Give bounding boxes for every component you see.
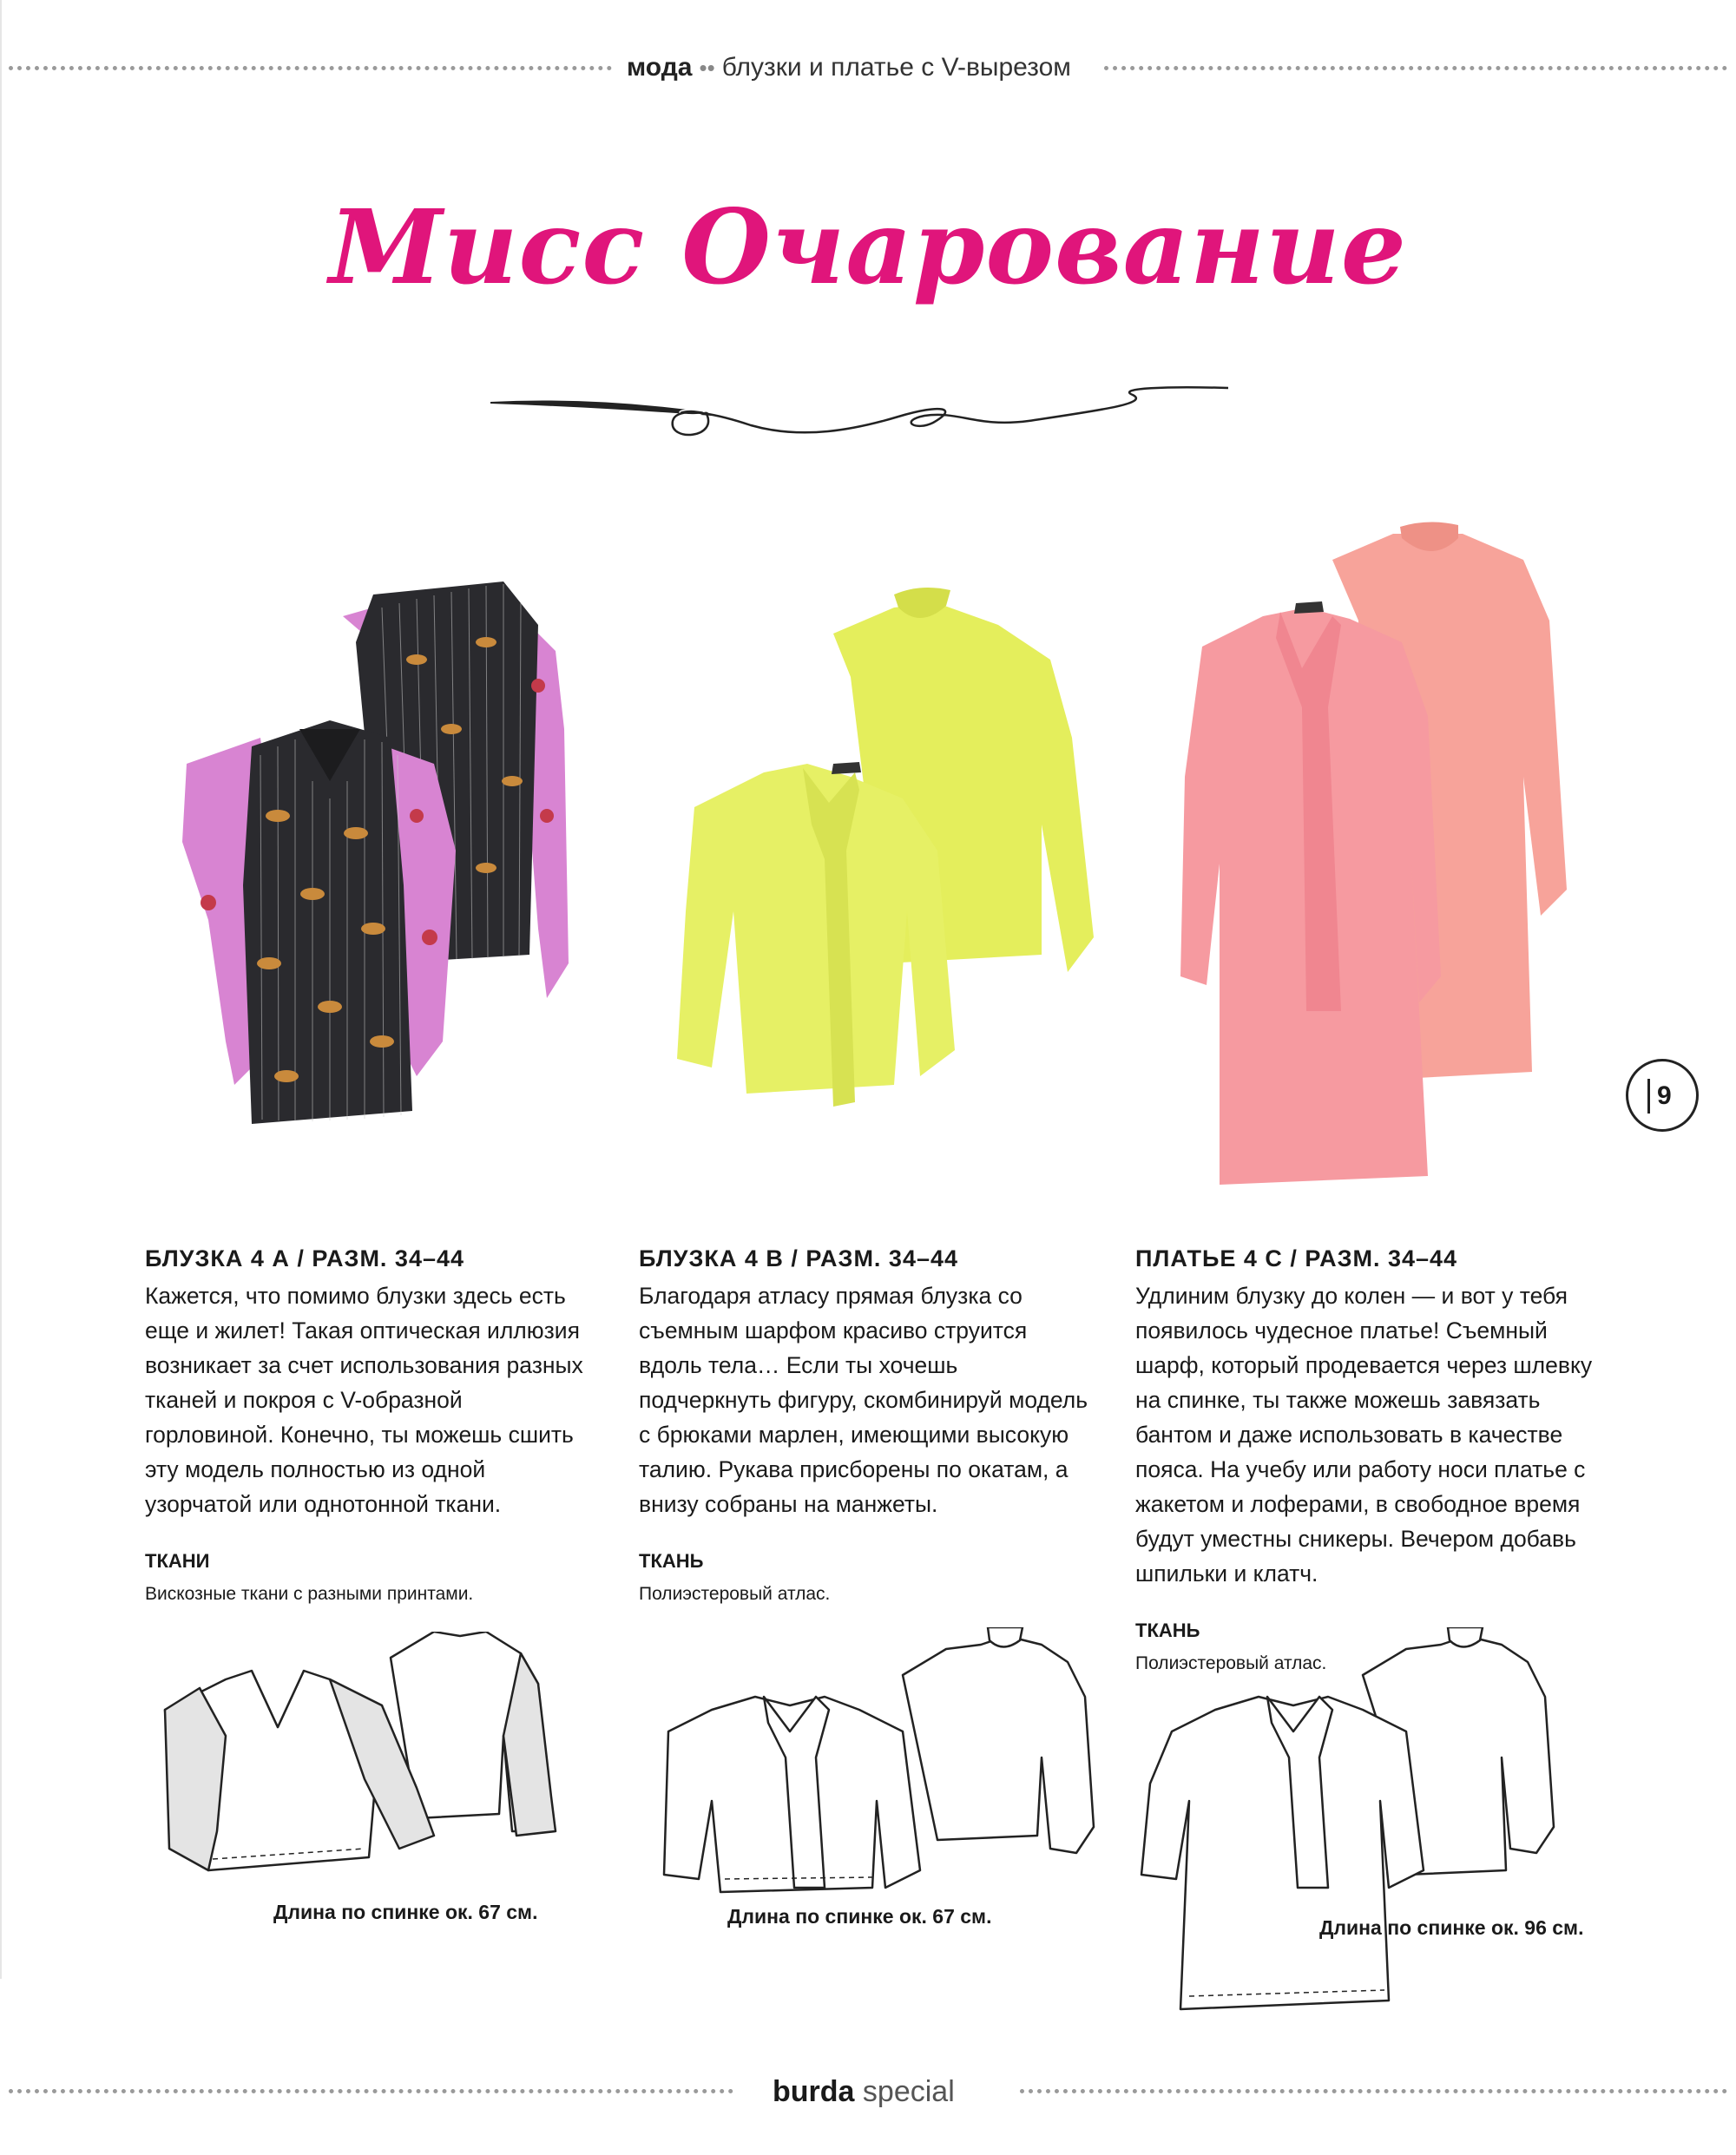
technical-drawing-4c	[1128, 1627, 1649, 2035]
photo-dress-4c	[1167, 516, 1601, 1202]
header-dotted-rule-right	[1104, 66, 1727, 70]
page-footer	[0, 2072, 1736, 2112]
footer-dotted-rule-right	[1020, 2089, 1727, 2093]
fabric-text: Вискозные ткани с разными принтами.	[145, 1584, 474, 1604]
brand-edition: special	[862, 2075, 955, 2108]
breadcrumb-topic: блузки и платье с V-вырезом	[721, 53, 1071, 82]
fabric-text: Полиэстеровый атлас.	[1135, 1653, 1327, 1673]
description-4b	[639, 1244, 1090, 1606]
item-description: Благодаря атласу прямая блузка со съемным шарфом красиво струится вдоль тела… Если ты хочешь подчеркнуть фигуру, скомбинируй модель с брюками марлен, имеющими высокую талию. Рукава присборены по окатам, а внизу собраны на манжеты.	[639, 1283, 1088, 1517]
length-note-4a: Длина по спинке ок. 67 см.	[273, 1901, 538, 1923]
brand-name: burda	[773, 2075, 855, 2108]
footer-dotted-rule-left	[9, 2089, 733, 2093]
description-4a	[145, 1244, 596, 1606]
fabric-heading: ТКАНЬ	[639, 1550, 704, 1572]
item-description: Удлиним блузку до колен — и вот у тебя появилось чудесное платье! Съемный шарф, который продевается через шлевку на спинке, ты также можешь завязать бантом и даже использовать в качестве пояса. На учебу или работу носи платье с жакетом и лоферами, в свободное время будут уместны сникеры. Вечером добавь шпильки и клатч.	[1135, 1283, 1593, 1587]
page-number-badge	[1626, 1059, 1699, 1132]
technical-drawing-4a	[156, 1632, 642, 1918]
item-heading: БЛУЗКА 4 А / РАЗМ. 34–44	[145, 1245, 465, 1271]
header-dotted-rule-left	[9, 66, 612, 70]
item-heading: БЛУЗКА 4 В / РАЗМ. 34–44	[639, 1245, 959, 1271]
magazine-brand	[773, 2072, 955, 2112]
page-number-divider	[1647, 1079, 1650, 1114]
length-note-4b: Длина по спинке ок. 67 см.	[727, 1905, 992, 1928]
length-note-4c: Длина по спинке ок. 96 см.	[1319, 1916, 1584, 1939]
item-description: Кажется, что помимо блузки здесь есть еще и жилет! Такая оптическая иллюзия возникает за счет использования разных тканей и покроя с V-образной горловиной. Конечно, ты можешь сшить эту модель полностью из одной узорчатой или однотонной ткани.	[145, 1283, 583, 1517]
breadcrumb-section: мода	[627, 53, 693, 82]
breadcrumb	[627, 50, 1095, 85]
photo-blouse-4b	[660, 564, 1146, 1163]
fabric-text: Полиэстеровый атлас.	[639, 1584, 831, 1604]
page-header	[0, 50, 1736, 85]
item-heading: ПЛАТЬЕ 4 С / РАЗМ. 34–44	[1135, 1245, 1458, 1271]
fabric-heading: ТКАНЬ	[1135, 1620, 1200, 1641]
page-title: Мисс Очарование	[329, 187, 1407, 307]
needle-thread-icon	[490, 378, 1228, 464]
fabric-heading: ТКАНИ	[145, 1550, 210, 1572]
technical-drawing-4b	[660, 1627, 1163, 1896]
page-number: 9	[1657, 1081, 1672, 1110]
photo-blouse-4a	[156, 555, 642, 1172]
description-4c	[1135, 1244, 1608, 1676]
breadcrumb-arrow-icon: ••	[699, 55, 715, 81]
